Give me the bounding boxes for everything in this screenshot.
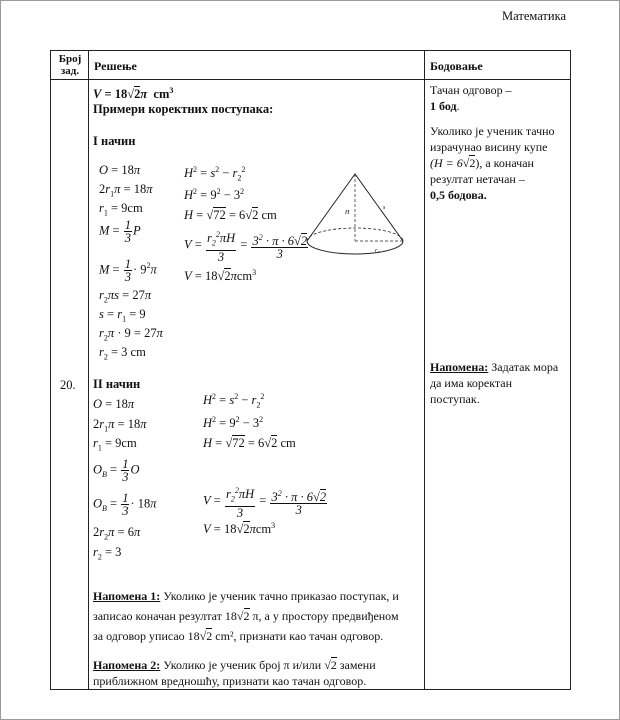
- method2-step: V = 18√2πcm$^3$: [203, 521, 276, 537]
- method1-step: M = $\frac{1}{3}$ · $9^2\pi$: [99, 257, 157, 284]
- method1-step: V = 18√2πcm$^3$: [184, 268, 257, 284]
- method1-step: $2r_1\pi = 18\pi$: [99, 182, 153, 199]
- solution-table: [50, 50, 571, 690]
- method2-step: O = 18π: [93, 397, 135, 411]
- note-1: Напомена 1: Уколико је ученик тачно приказао поступак, и записао коначан резултат 18√2 π, а у простору предвиђеном за одговор уписао 18√2 cm², признати као тачан одговор.: [93, 589, 399, 643]
- method1-step: M = $\frac{1}{3}$ P: [99, 218, 141, 245]
- note-2: Напомена 2: Уколико је ученик број π и/или √2 замени приближном вредношћу, признати као тачан одговор.: [93, 658, 376, 688]
- header-divider: [51, 79, 570, 80]
- final-answer: V = 18√2π $cm^3$: [93, 86, 174, 102]
- method1-step: $r_2 = 3$ cm: [99, 345, 146, 362]
- task-number: 20.: [60, 378, 76, 392]
- cone-figure: [303, 169, 408, 264]
- column-divider: [88, 51, 89, 689]
- method1-step: O = 18π: [99, 163, 141, 177]
- cone-label-height: H: [345, 210, 350, 216]
- method1-step: H = √72 = 6√2 cm: [184, 208, 277, 222]
- scoring-correct: Тачан одговор – 1 бод.: [430, 83, 512, 113]
- column-divider: [424, 51, 425, 689]
- method1-step: $r_2\pi \cdot 9 = 27\pi$: [99, 326, 163, 343]
- examples-title: Примери коректних поступака:: [93, 102, 274, 116]
- method2-step: $O_B$ = $\frac{1}{3}$ O: [93, 457, 140, 484]
- method1-title: I начин: [93, 134, 136, 148]
- method2-step: $r_1 = 9cm$: [93, 436, 137, 453]
- column-header-number: Број зад.: [58, 53, 82, 77]
- column-header-solution: Решење: [94, 59, 137, 73]
- method2-step: $2r_1\pi = 18\pi$: [93, 417, 147, 434]
- method1-step: $H^2 = 9^2 - 3^2$: [184, 187, 245, 203]
- column-header-scoring: Бодовање: [430, 59, 483, 73]
- method1-step: V = $\frac{r_2^2\pi H}{3}$ = $\frac{3^2 \cdot \pi \cdot 6√2}{3}$: [184, 230, 308, 264]
- method1-step: $r_2\pi s = 27\pi$: [99, 288, 152, 305]
- method2-title: II начин: [93, 377, 141, 391]
- method2-step: $O_B$ = $\frac{1}{3}$ · 18π: [93, 491, 157, 518]
- cone-label-radius: r₂: [375, 248, 380, 254]
- subject-title: Математика: [502, 9, 566, 23]
- method2-step: V = $\frac{r_2^2\pi H}{3}$ = $\frac{3^2 \cdot \pi \cdot 6√2}{3}$: [203, 486, 327, 520]
- scoring-partial: Уколико је ученик тачно израчунао висину купе (H = 6√2), а коначан резултат нетачан – 0,5 бодова.: [430, 124, 555, 202]
- method2-step: H = √72 = 6√2 cm: [203, 436, 296, 450]
- method2-step: $H^2 = 9^2 - 3^2$: [203, 415, 264, 431]
- method1-step: $H^2 = s^2 - r_2^2$: [184, 165, 246, 183]
- method2-step: $2r_2\pi = 6\pi$: [93, 525, 141, 542]
- scoring-note: Напомена: Задатак мора да има коректан поступак.: [430, 360, 559, 406]
- method2-step: $H^2 = s^2 - r_2^2$: [203, 392, 265, 410]
- method2-step: $r_2 = 3$: [93, 545, 122, 562]
- method1-step: $s = r_1 = 9$: [99, 307, 146, 324]
- cone-label-slant: s: [383, 205, 386, 211]
- method1-step: $r_1 = 9cm$: [99, 201, 143, 218]
